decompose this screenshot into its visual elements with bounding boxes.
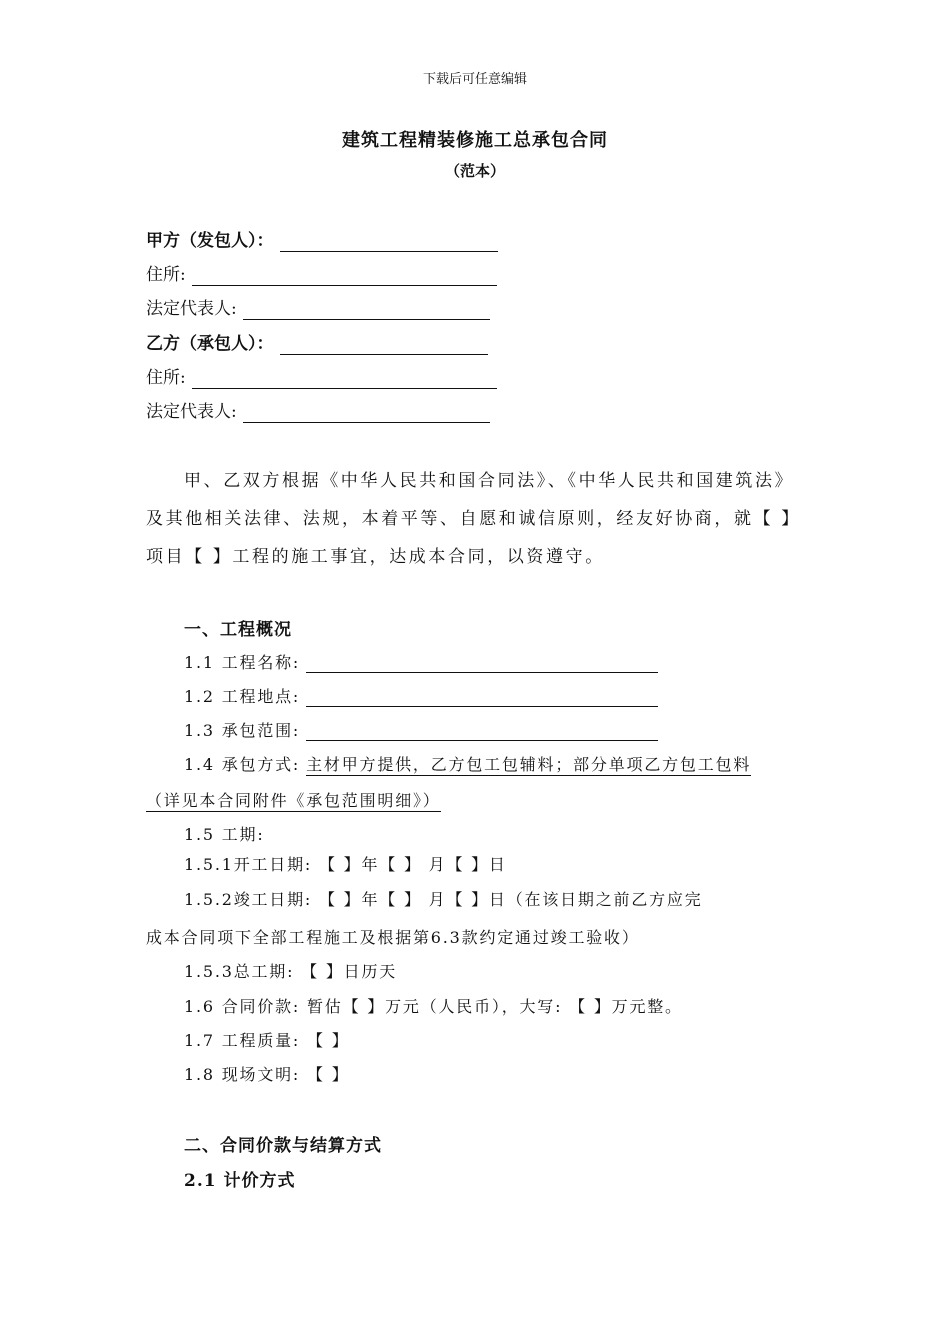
item-2-1: 2.1 计价方式 (184, 1171, 296, 1191)
document-title: 建筑工程精装修施工总承包合同 (342, 130, 608, 151)
party-b-address-label: 住所: (146, 368, 186, 388)
item-1-5-1: 1.5.1开工日期: 【 】年【 】 月【 】日 (184, 855, 507, 874)
item-1-3-label: 1.3 承包范围: (184, 721, 301, 740)
party-b-label: 乙方（承包人）： (146, 334, 274, 354)
project-location-field[interactable] (306, 687, 658, 707)
party-b-address-row (146, 367, 497, 389)
party-b-rep-field[interactable] (243, 403, 490, 423)
party-a-rep-row (146, 298, 490, 320)
contract-scope-field[interactable] (306, 721, 658, 741)
party-a-label: 甲方（发包人）： (146, 231, 274, 251)
party-a-row (146, 230, 498, 252)
preamble-line-2: 及其他相关法律、法规，本着平等、自愿和诚信原则，经友好协商，就【 】 (146, 509, 801, 529)
item-1-4-value-line-1: 主材甲方提供，乙方包工包辅料；部分单项乙方包工包料 (306, 755, 752, 774)
party-b-name-field[interactable] (280, 335, 488, 355)
item-1-5-2-line-2: 成本合同项下全部工程施工及根据第6.3款约定通过竣工验收） (146, 928, 640, 947)
item-1-1-label: 1.1 工程名称: (184, 653, 301, 672)
item-1-8: 1.8 现场文明: 【 】 (184, 1065, 350, 1084)
preamble-line-1: 甲、乙双方根据《中华人民共和国合同法》、《中华人民共和国建筑法》 (184, 471, 795, 491)
item-1-4-value-line-2-row (146, 788, 441, 811)
item-1-6: 1.6 合同价款: 暂估【 】万元（人民币），大写: 【 】万元整。 (184, 997, 683, 1016)
party-a-address-label: 住所: (146, 265, 186, 285)
preamble-line-3: 项目【 】工程的施工事宜，达成本合同，以资遵守。 (146, 547, 605, 567)
item-1-5: 1.5 工期: (184, 825, 265, 844)
section-1-heading: 一、工程概况 (184, 620, 292, 640)
project-name-field[interactable] (306, 653, 658, 673)
item-1-4-value-line-2: （详见本合同附件《承包范围明细》） (146, 791, 441, 810)
party-a-address-row (146, 264, 497, 286)
party-a-name-field[interactable] (280, 232, 498, 252)
item-1-7: 1.7 工程质量: 【 】 (184, 1031, 350, 1050)
section-2-heading: 二、合同价款与结算方式 (184, 1136, 382, 1156)
party-a-rep-label: 法定代表人: (146, 299, 237, 319)
item-1-4-label: 1.4 承包方式: (184, 755, 301, 774)
party-a-rep-field[interactable] (243, 300, 490, 320)
item-1-1-row (184, 650, 658, 673)
item-1-5-3: 1.5.3总工期: 【 】日历天 (184, 962, 398, 981)
party-b-rep-row (146, 401, 490, 423)
party-b-address-field[interactable] (192, 369, 497, 389)
item-1-2-row (184, 684, 658, 707)
party-b-rep-label: 法定代表人: (146, 402, 237, 422)
party-a-address-field[interactable] (192, 266, 497, 286)
item-1-3-row (184, 718, 658, 741)
document-subtitle: （范本） (444, 162, 505, 180)
header-note: 下载后可任意编辑 (422, 72, 527, 87)
party-b-row (146, 333, 488, 355)
item-1-2-label: 1.2 工程地点: (184, 687, 301, 706)
item-1-5-2-line-1: 1.5.2竣工日期: 【 】年【 】 月【 】日（在该日期之前乙方应完 (184, 890, 703, 909)
item-1-4-row (184, 752, 751, 775)
